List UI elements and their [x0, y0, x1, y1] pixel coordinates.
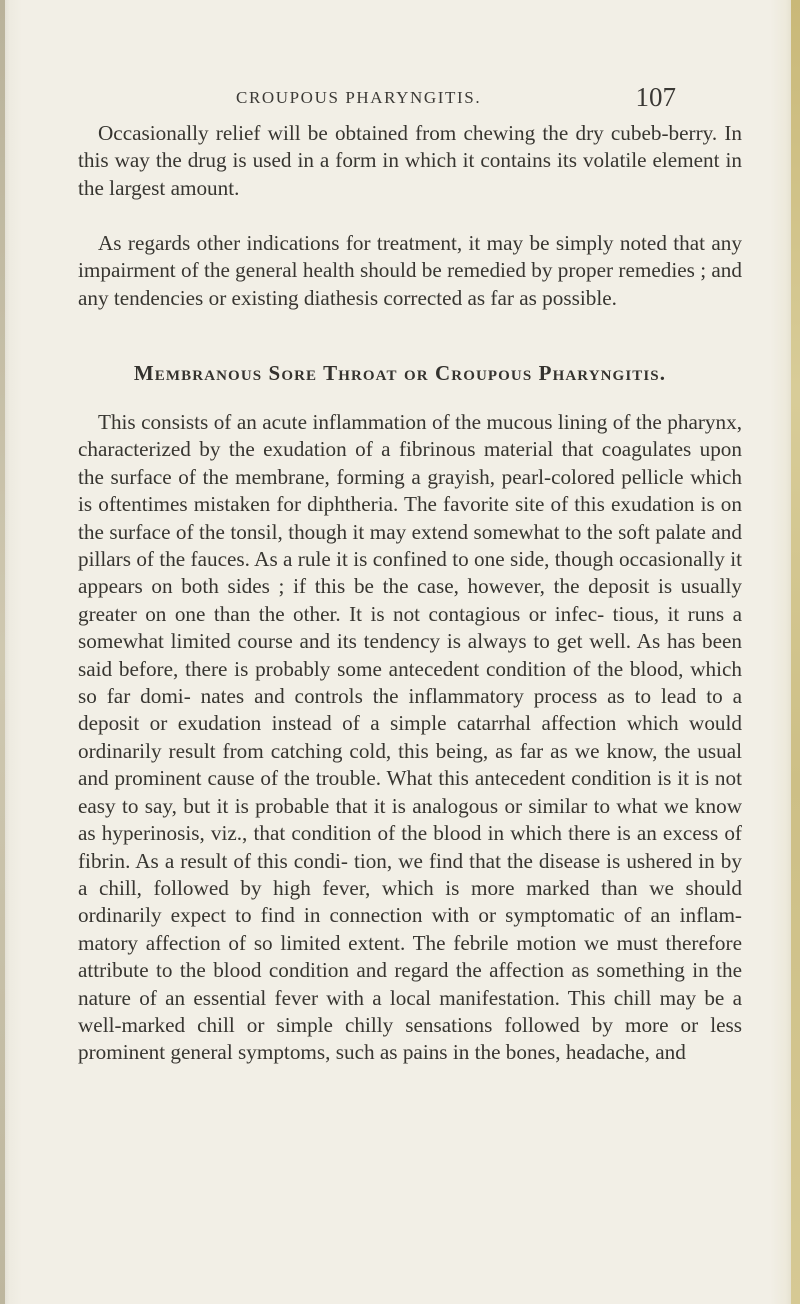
paragraph-indications	[78, 230, 742, 312]
paragraph-text: As regards other indications for treatment, it may be simply noted that any impairment of the general health should be remedied by proper remedies ; and any tendencies or existing diathesis corrected as far as possible.	[78, 231, 742, 310]
paragraph-membranous	[78, 409, 742, 1067]
paragraph-text: This consists of an acute inflammation of the mucous lining of the pharynx, characterized by the exudation of a fibrinous material that coagulates upon the surface of the membrane, forming a grayish, pearl-colored pellicle which is oftentimes mistaken for diphtheria. The favorite site of this exudation is on the surface of the tonsil, though it may extend somewhat to the soft palate and pillars of the fauces. As a rule it is confined to one side, though occasionally it appears on both sides ; if this be the case, however, the deposit is usually greater on one than the other. It is not contagious or infec- tious, it runs a somewhat limited course and its tendency is always to get well. As has been said before, there is probably some antecedent condition of the blood, which so far domi- nates and controls the inflammatory process as to lead to a deposit or exudation instead of a simple catarrhal affection which would ordinarily result from catching cold, this being, as far as we know, the usual and prominent cause of the trouble. What this antecedent condition is it is not easy to say, but it is probable that it is analogous or similar to what we know as hyperinosis, viz., that condition of the blood in which there is an excess of fibrin. As a result of this condi- tion, we find that the disease is ushered in by a chill, followed by high fever, which is more marked than we should ordinarily expect to find in connection with or symptomatic of an inflam- matory affection of so limited extent. The febrile motion we must therefore attribute to the blood condition and regard the affection as something in the nature of an essential fever with a local manifestation. This chill may be a well-marked chill or simple chilly sensations followed by more or less prominent general symptoms, such as pains in the bones, headache, and	[78, 410, 742, 1065]
running-title: CROUPOUS PHARYNGITIS.	[236, 88, 482, 107]
page-right-edge	[791, 0, 800, 1304]
page-number: 107	[635, 82, 676, 112]
page-left-edge	[0, 0, 5, 1304]
section-heading: Membranous Sore Throat or Croupous Pharyngitis.	[133, 361, 667, 385]
running-head	[236, 82, 676, 116]
paragraph-cubeb	[78, 120, 742, 202]
paragraph-text: Occasionally relief will be obtained from chewing the dry cubeb-berry. In this way the drug is used in a form in which it contains its volatile element in the largest amount.	[78, 121, 742, 200]
